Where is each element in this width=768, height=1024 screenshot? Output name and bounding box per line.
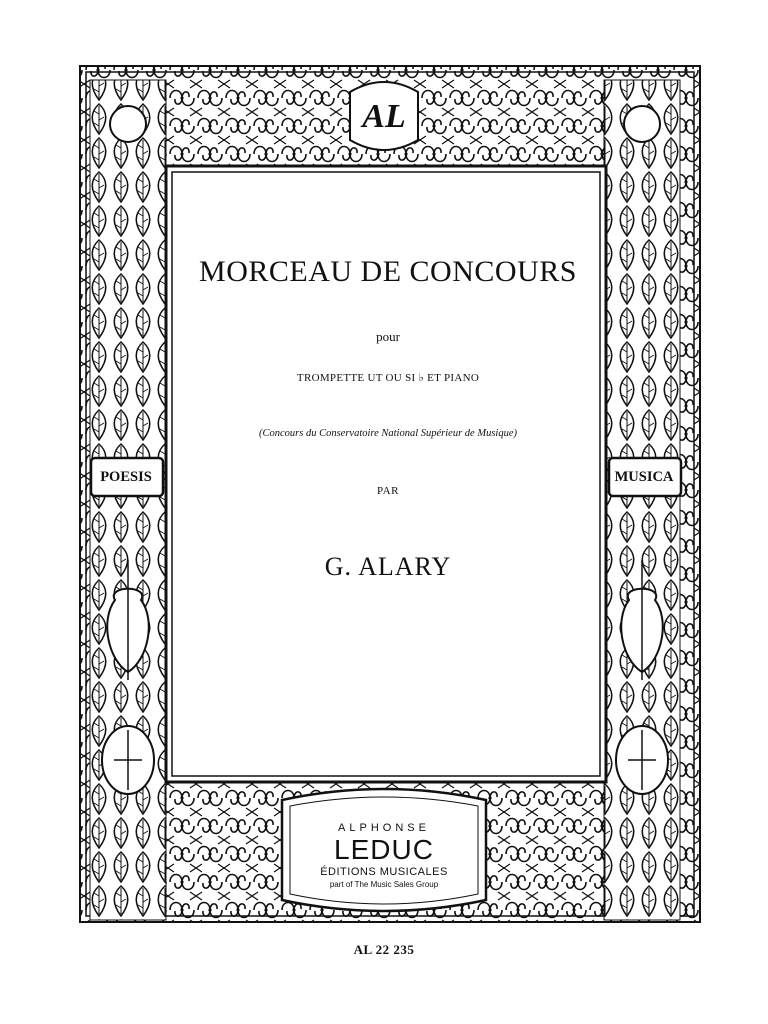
par-text: PAR (377, 485, 399, 497)
catalog-number: AL 22 235 (353, 942, 415, 957)
publisher-line-3: ÉDITIONS MUSICALES (320, 866, 448, 878)
publisher-name: LEDUC (334, 834, 434, 865)
composer-name: G. ALARY (324, 552, 452, 581)
publisher-monogram: AL (362, 98, 406, 135)
side-label-right: MUSICA (614, 469, 674, 485)
instrumentation: TROMPETTE UT OU SI ♭ ET PIANO (296, 372, 480, 384)
publisher-line-1: ALPHONSE (338, 822, 430, 834)
side-label-left: POESIS (100, 469, 152, 485)
publisher-line-4: part of The Music Sales Group (329, 880, 439, 889)
concours-note: (Concours du Conservatoire National Supérieur de Musique) (258, 428, 517, 439)
pour-text: pour (376, 329, 400, 344)
page-title: MORCEAU DE CONCOURS (199, 255, 577, 288)
